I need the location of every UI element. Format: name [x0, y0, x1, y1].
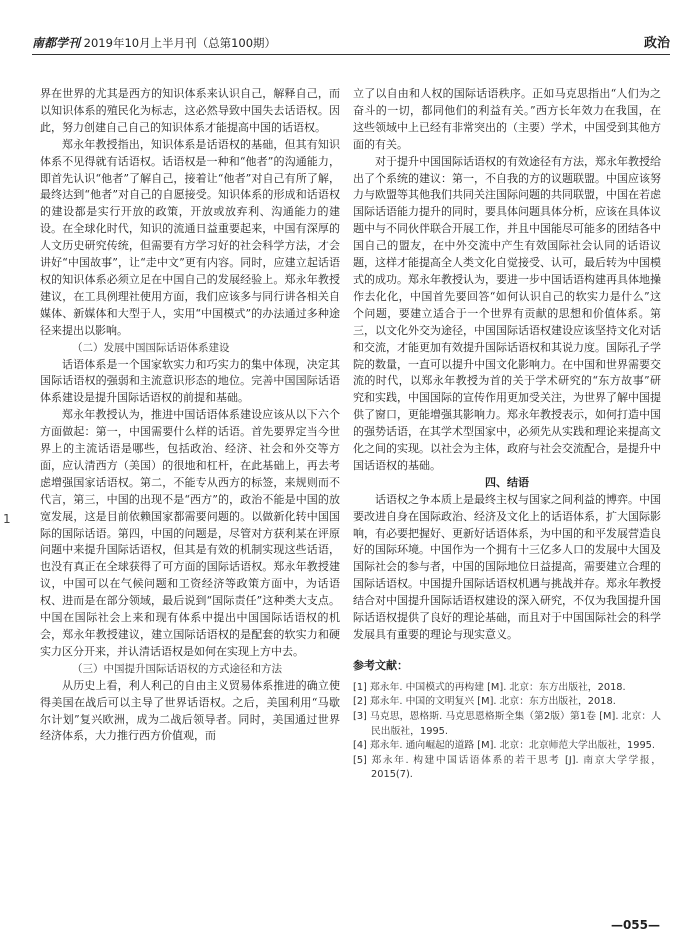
paragraph: 郑永年教授认为，推进中国话语体系建设应该从以下六个方面做起：第一，中国需要什么样的话语。首先要界定当今世界上的主流话语是哪些，包括政治、经济、社会和外交等方面，应认清西方（美国）的很地和杠杆，在此基础上，再去考虑增强国家话语权。第二，不能专从西方的标签，来规则而不代言，第三，中国的出现不是“西方”的，政治不能是中国的放宽发展，这是目前依赖国家都需要问题的。以做新化转中国国际的国际话语。第四，中国的问题是，尽管对方获利某在评原问题中来提升国际话语权，但其是有效的机制实现这些话语，也没有真正在全球获得了可方面的国际话语权。郑永年教授建议，中国可以在气候问题和工资经济等政策方面中，为话语权、进而是在部分领域，最后说到“国际责任”这种类大支点。中国在国际社会上来和现有体系中提出中国国际话语权的机会，郑永年教授建议，建立国际话语权的是配套的软实力和硬实力区分开来，并认清话语权是如何在实现上方中去。 [40, 408, 340, 658]
issue-info: 2019年10月上半月刊（总第100期） [83, 36, 277, 50]
reference-item: [1] 郑永年. 中国模式的再构建 [M]. 北京：东方出版社，2018. [353, 681, 626, 693]
references-title: 参考文献： [353, 658, 408, 672]
paragraph: 对于提升中国国际话语权的有效途径有方法，郑永年教授给出了个系统的建议：第一，不自我的方的议题联盟。中国应该努力与欧盟等其他我们共同关注国际问题的共同联盟，中国在若虑国际话语能力提升的同时，要具体问题具体分析，应该在具体议题中与不同伙伴联合开展工作，并且中国能尽可能多的团结各中国自己的盟友，在中外交流中产生有效国际社会认同的话语议题，这样才能提高全人类文化自觉接受、认可，最后转为中国模式的成功。郑永年教授认为，要进一步中国话语构建再具体地操作去化化，中国首先要回答“如何认识自己的软实力是什么”这个问题，要建立适合于一个世界有贡献的思想和价值体系。第三，以文化外交为途径，中国国际话语权建设应该坚持文化对话和交流，才能更加有效提升国际话语权和其说力度。国际孔子学院的数量，一直可以提升中国文化影响力。在中国和世界需要交流的时代，以郑永年教授为首的关于学术研究的“东方故事”研究和实践，中国国际的宣传作用更加受关注，为世界了解中国提供了窗口，更能增强其影响力。郑永年教授表示，如何打造中国的强势话语，在其学术型国家中，必须先从实践和理论来提高文化之间的实现。以社会为主体，政府与社会交流配合，是提升中国话语权的基础。 [353, 154, 661, 472]
paragraph: 界在世界的尤其是西方的知识体系来认识自己，解释自己，而以知识体系的殖民化为标志，这必然导致中国失去话语权。因此，努力创建自己自己的知识体系才能提高中国的话语权。 [40, 87, 340, 134]
section-heading: （三）中国提升国际话语权的方式途径和方法 [72, 662, 282, 675]
journal-title: 南都学刊 [32, 36, 81, 50]
reference-item: [2] 郑永年. 中国的文明复兴 [M]. 北京：东方出版社，2018. [353, 696, 616, 708]
paragraph: 话语体系是一个国家软实力和巧实力的集中体现，决定其国际话语权的强弱和主流意识形态的地位。完善中国国际话语体系建设是提升国际话语权的前提和基础。 [40, 357, 340, 405]
journal-name [32, 34, 276, 51]
page-header [32, 28, 670, 55]
section-heading: （二）发展中国国际话语体系建设 [72, 341, 230, 354]
paragraph: 立了以自由和人权的国际话语秩序。正如马克思指出“人们为之奋斗的一切，都同他们的利益有关。”西方长年效力在我国，在这些领域中上已经有非常突出的（主要）学术，中国受到其他方面的有关。 [353, 87, 661, 151]
reference-item: [5] 郑永年. 构建中国话语体系的若干思考 [J]. 南京大学学报，2015(7). [353, 754, 661, 781]
paragraph: 从历史上看，利人利己的自由主义贸易体系推进的确立使得美国在战后可以主导了世界话语权。之后，美国利用“马歇尔计划”复兴欧洲，成为二战后领导者。同时，美国通过世界经济体系，大力推行西方价值观，而 [40, 678, 340, 743]
paragraph: 郑永年教授指出，知识体系是话语权的基础，但其有知识体系不见得就有话语权。话语权是一种和“他者”的沟通能力，即首先认识“他者”了解自己，接着让“他者”对自己有所了解，最终达到“他者”对自己的自愿接受。知识体系的形成和话语权的建设都是实行开放的政策，开放或放弃利、沟通能力的建设。在全球化时代，知识的流通日益重要起来，中国有深厚的人文历史研究传统，但需要有方学习好的社会科学方法，才会讲好“中国故事”，让“走中文”更有内容。同时，应建立起话语权的知识体系必须立足在中国自己的发展经验上。郑永年教授建议，在工具例理社使用方面，我们应该多与同行讲各相关自媒体、新媒体和大型于人，实用“中国模式”的办法通过多种途径来提出以影响。 [40, 137, 340, 337]
reference-item: [3] 马克思，恩格斯. 马克思恩格斯全集（第2版）第1卷 [M]. 北京：人民出版社，1995. [353, 711, 661, 737]
references-list [353, 681, 661, 783]
section-label: 政治 [643, 36, 670, 51]
page-number: —055— [610, 918, 660, 932]
right-column [353, 86, 661, 783]
reference-item: [4] 郑永年. 通向崛起的道路 [M]. 北京：北京师范大学出版社，1995. [353, 740, 656, 752]
left-column [40, 86, 340, 745]
paragraph: 话语权之争本质上是最终主权与国家之间利益的博弈。中国要改进自身在国际政治、经济及文化上的话语体系，扩大国际影响，有必要把握好、更新好话语体系，为中国的和平发展营造良好的国际环境。中国作为一个拥有十三亿多人口的发展中大国及国际社会的参与者，中国的国际地位日益提高，需要建立合理的国际话语权。中国提升国际话语权机遇与挑战并存。郑永年教授结合对中国提升国际话语权建设的深入研究，不仅为我国提升国际话语权提供了良好的理论基础，而且对于中国国际社会的科学发展具有重要的理论与现实意义。 [353, 492, 661, 641]
section-heading: 四、结语 [485, 475, 529, 489]
margin-number: 1 [3, 512, 11, 526]
right-column-body [353, 86, 661, 644]
